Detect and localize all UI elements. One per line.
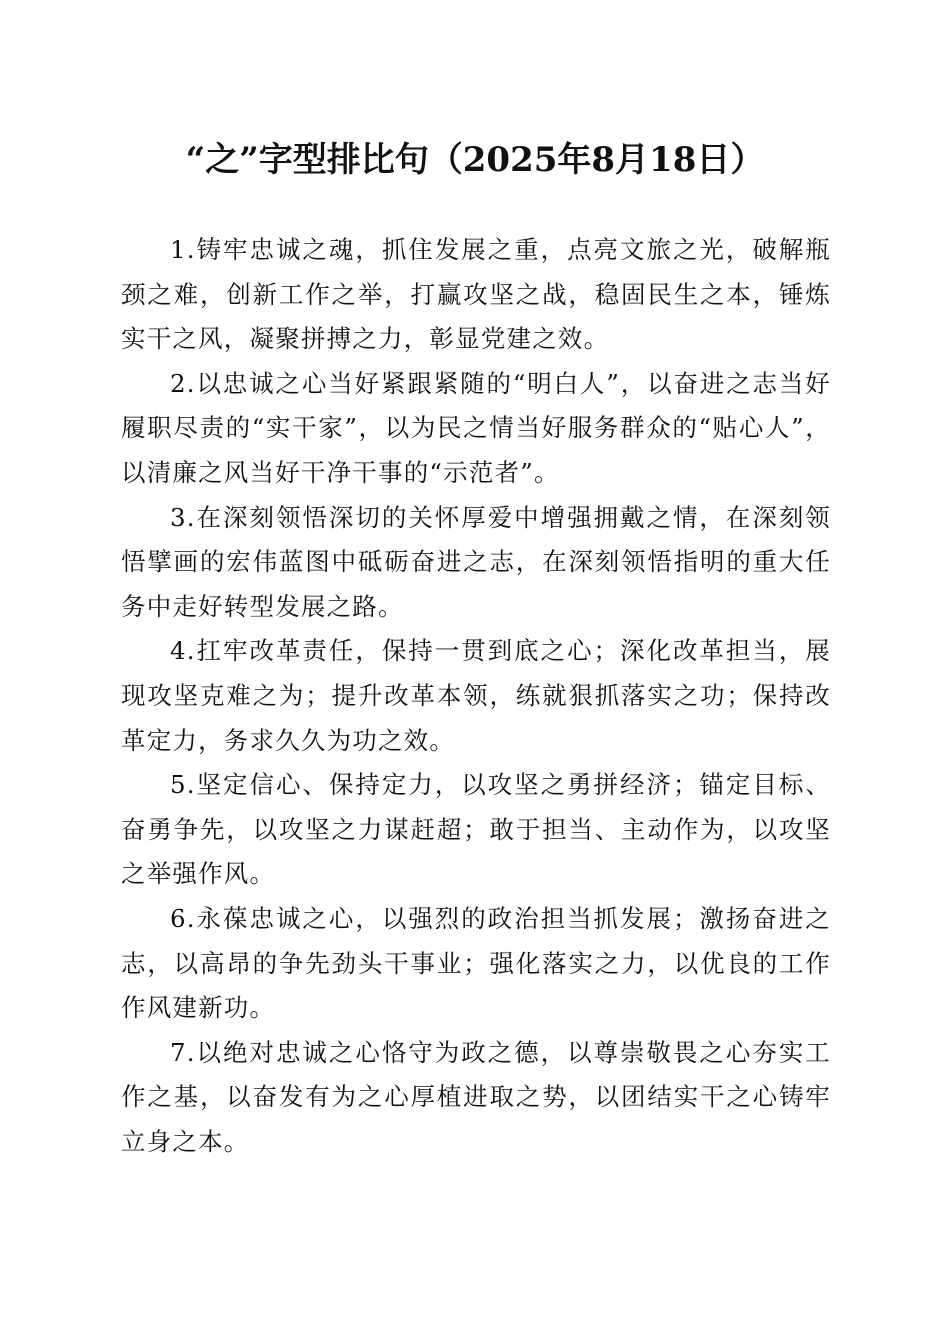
paragraph-7: 7.以绝对忠诚之心恪守为政之德，以尊崇敬畏之心夯实工作之基，以奋发有为之心厚植进取之势，以团结实干之心铸牢立身之本。 (121, 1037, 831, 1156)
paragraph-2: 2.以忠诚之心当好紧跟紧随的“明白人”，以奋进之志当好履职尽责的“实干家”，以为民之情当好服务群众的“贴心人”，以清廉之风当好干净干事的“示范者”。 (121, 368, 831, 487)
document-body (121, 228, 831, 1164)
paragraph-3: 3.在深刻领悟深切的关怀厚爱中增强拥戴之情，在深刻领悟擘画的宏伟蓝图中砥砺奋进之志，在深刻领悟指明的重大任务中走好转型发展之路。 (121, 502, 831, 621)
document-title: “之”字型排比句（2025年8月18日） (185, 140, 765, 180)
paragraph-4: 4.扛牢改革责任，保持一贯到底之心；深化改革担当，展现攻坚克难之为；提升改革本领，练就狠抓落实之功；保持改革定力，务求久久为功之效。 (121, 636, 831, 755)
paragraph-5: 5.坚定信心、保持定力，以攻坚之勇拼经济；锚定目标、奋勇争先，以攻坚之力谋赶超；敢于担当、主动作为，以攻坚之举强作风。 (121, 770, 831, 889)
paragraph-6: 6.永葆忠诚之心，以强烈的政治担当抓发展；激扬奋进之志，以高昂的争先劲头干事业；强化落实之力，以优良的工作作风建新功。 (121, 903, 831, 1023)
paragraph-1: 1.铸牢忠诚之魂，抓住发展之重，点亮文旅之光，破解瓶颈之难，创新工作之举，打赢攻坚之战，稳固民生之本，锤炼实干之风，凝聚拼搏之力，彰显党建之效。 (121, 235, 831, 354)
